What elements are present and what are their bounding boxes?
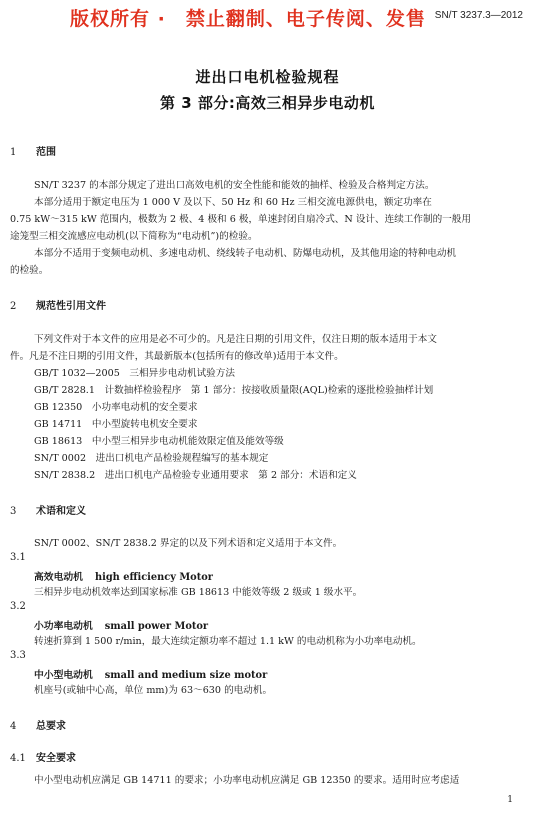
subsection-title: 安全要求 xyxy=(36,753,76,764)
paragraph-line: 0.75 kW～315 kW 范围内，极数为 2 极、4 极和 6 极，单速封闭自扇冷式、N 设计、连续工作制的一般用 xyxy=(10,214,471,225)
document-title: 进出口电机检验规程 xyxy=(195,68,340,86)
paragraph-line: 中小型电动机应满足 GB 14711 的要求；小功率电动机应满足 GB 12350 的要求。适用时应考虑适 xyxy=(34,775,460,786)
section-3-heading xyxy=(10,502,86,517)
subsection-number: 4.1 xyxy=(10,753,26,764)
reference-item: GB/T 2828.1 计数抽样检验程序 第 1 部分：按接收质量限(AQL)检索的逐批检验抽样计划 xyxy=(34,385,434,396)
paragraph-line: 本部分适用于额定电压为 1 000 V 及以下、50 Hz 和 60 Hz 三相交流电源供电，额定功率在 xyxy=(34,197,432,208)
section-title: 规范性引用文件 xyxy=(36,301,106,312)
paragraph-line: SN/T 0002、SN/T 2838.2 界定的以及下列术语和定义适用于本文件。 xyxy=(34,538,343,549)
term-number: 3.2 xyxy=(10,601,26,612)
subsection-4-1-heading xyxy=(10,749,76,764)
watermark-text: 版权所有 · 禁止翻制、电子传阅、发售 xyxy=(70,8,426,30)
term-title xyxy=(34,618,208,632)
term-definition: 机座号(或轴中心高，单位 mm)为 63～630 的电动机。 xyxy=(34,685,273,696)
page-number: 1 xyxy=(507,795,513,805)
section-1-heading xyxy=(10,143,56,158)
paragraph-line: 件。凡是不注日期的引用文件，其最新版本(包括所有的修改单)适用于本文件。 xyxy=(10,351,344,362)
term-title xyxy=(34,569,213,583)
section-title: 总要求 xyxy=(36,721,66,732)
standard-number: SN/T 3237.3—2012 xyxy=(434,10,523,21)
paragraph-line: 下列文件对于本文件的应用是必不可少的。凡是注日期的引用文件，仅注日期的版本适用于本文 xyxy=(34,334,437,345)
section-4-heading xyxy=(10,717,66,732)
term-cn: 小功率电动机 xyxy=(34,621,93,632)
section-2-heading xyxy=(10,297,106,312)
term-en: small and medium size motor xyxy=(104,670,268,681)
section-title: 范围 xyxy=(36,147,56,158)
section-number: 1 xyxy=(10,147,17,158)
reference-item: SN/T 0002 进出口机电产品检验规程编写的基本规定 xyxy=(34,453,269,464)
reference-item: GB 18613 中小型三相异步电动机能效限定值及能效等级 xyxy=(34,436,284,447)
term-cn: 中小型电动机 xyxy=(34,670,93,681)
term-cn: 高效电动机 xyxy=(34,572,83,583)
reference-item: GB/T 1032—2005 三相异步电动机试验方法 xyxy=(34,368,235,379)
term-en: small power Motor xyxy=(104,621,209,632)
section-number: 4 xyxy=(10,721,17,732)
paragraph-line: 途笼型三相交流感应电动机(以下简称为“电动机”)的检验。 xyxy=(10,231,258,242)
section-number: 3 xyxy=(10,506,17,517)
section-number: 2 xyxy=(10,301,17,312)
term-en: high efficiency Motor xyxy=(94,572,213,583)
paragraph-line: 本部分不适用于变频电动机、多速电动机、绕线转子电动机、防爆电动机，及其他用途的特种电动机 xyxy=(34,248,457,259)
term-number: 3.3 xyxy=(10,650,26,661)
term-definition: 转速折算到 1 500 r/min，最大连续定额功率不超过 1.1 kW 的电动机称为小功率电动机。 xyxy=(34,636,422,647)
term-number: 3.1 xyxy=(10,552,26,563)
document-subtitle: 第 3 部分:高效三相异步电动机 xyxy=(160,94,375,112)
reference-item: SN/T 2838.2 进出口机电产品检验专业通用要求 第 2 部分：术语和定义 xyxy=(34,470,357,481)
term-definition: 三相异步电动机效率达到国家标准 GB 18613 中能效等级 2 级或 1 级水平。 xyxy=(34,587,363,598)
reference-item: GB 12350 小功率电动机的安全要求 xyxy=(34,402,198,413)
paragraph-line: SN/T 3237 的本部分规定了进出口高效电机的安全性能和能效的抽样、检验及合格判定方法。 xyxy=(34,180,435,191)
reference-item: GB 14711 中小型旋转电机安全要求 xyxy=(34,419,198,430)
term-title xyxy=(34,667,267,681)
section-title: 术语和定义 xyxy=(36,506,86,517)
paragraph-line: 的检验。 xyxy=(10,265,49,276)
